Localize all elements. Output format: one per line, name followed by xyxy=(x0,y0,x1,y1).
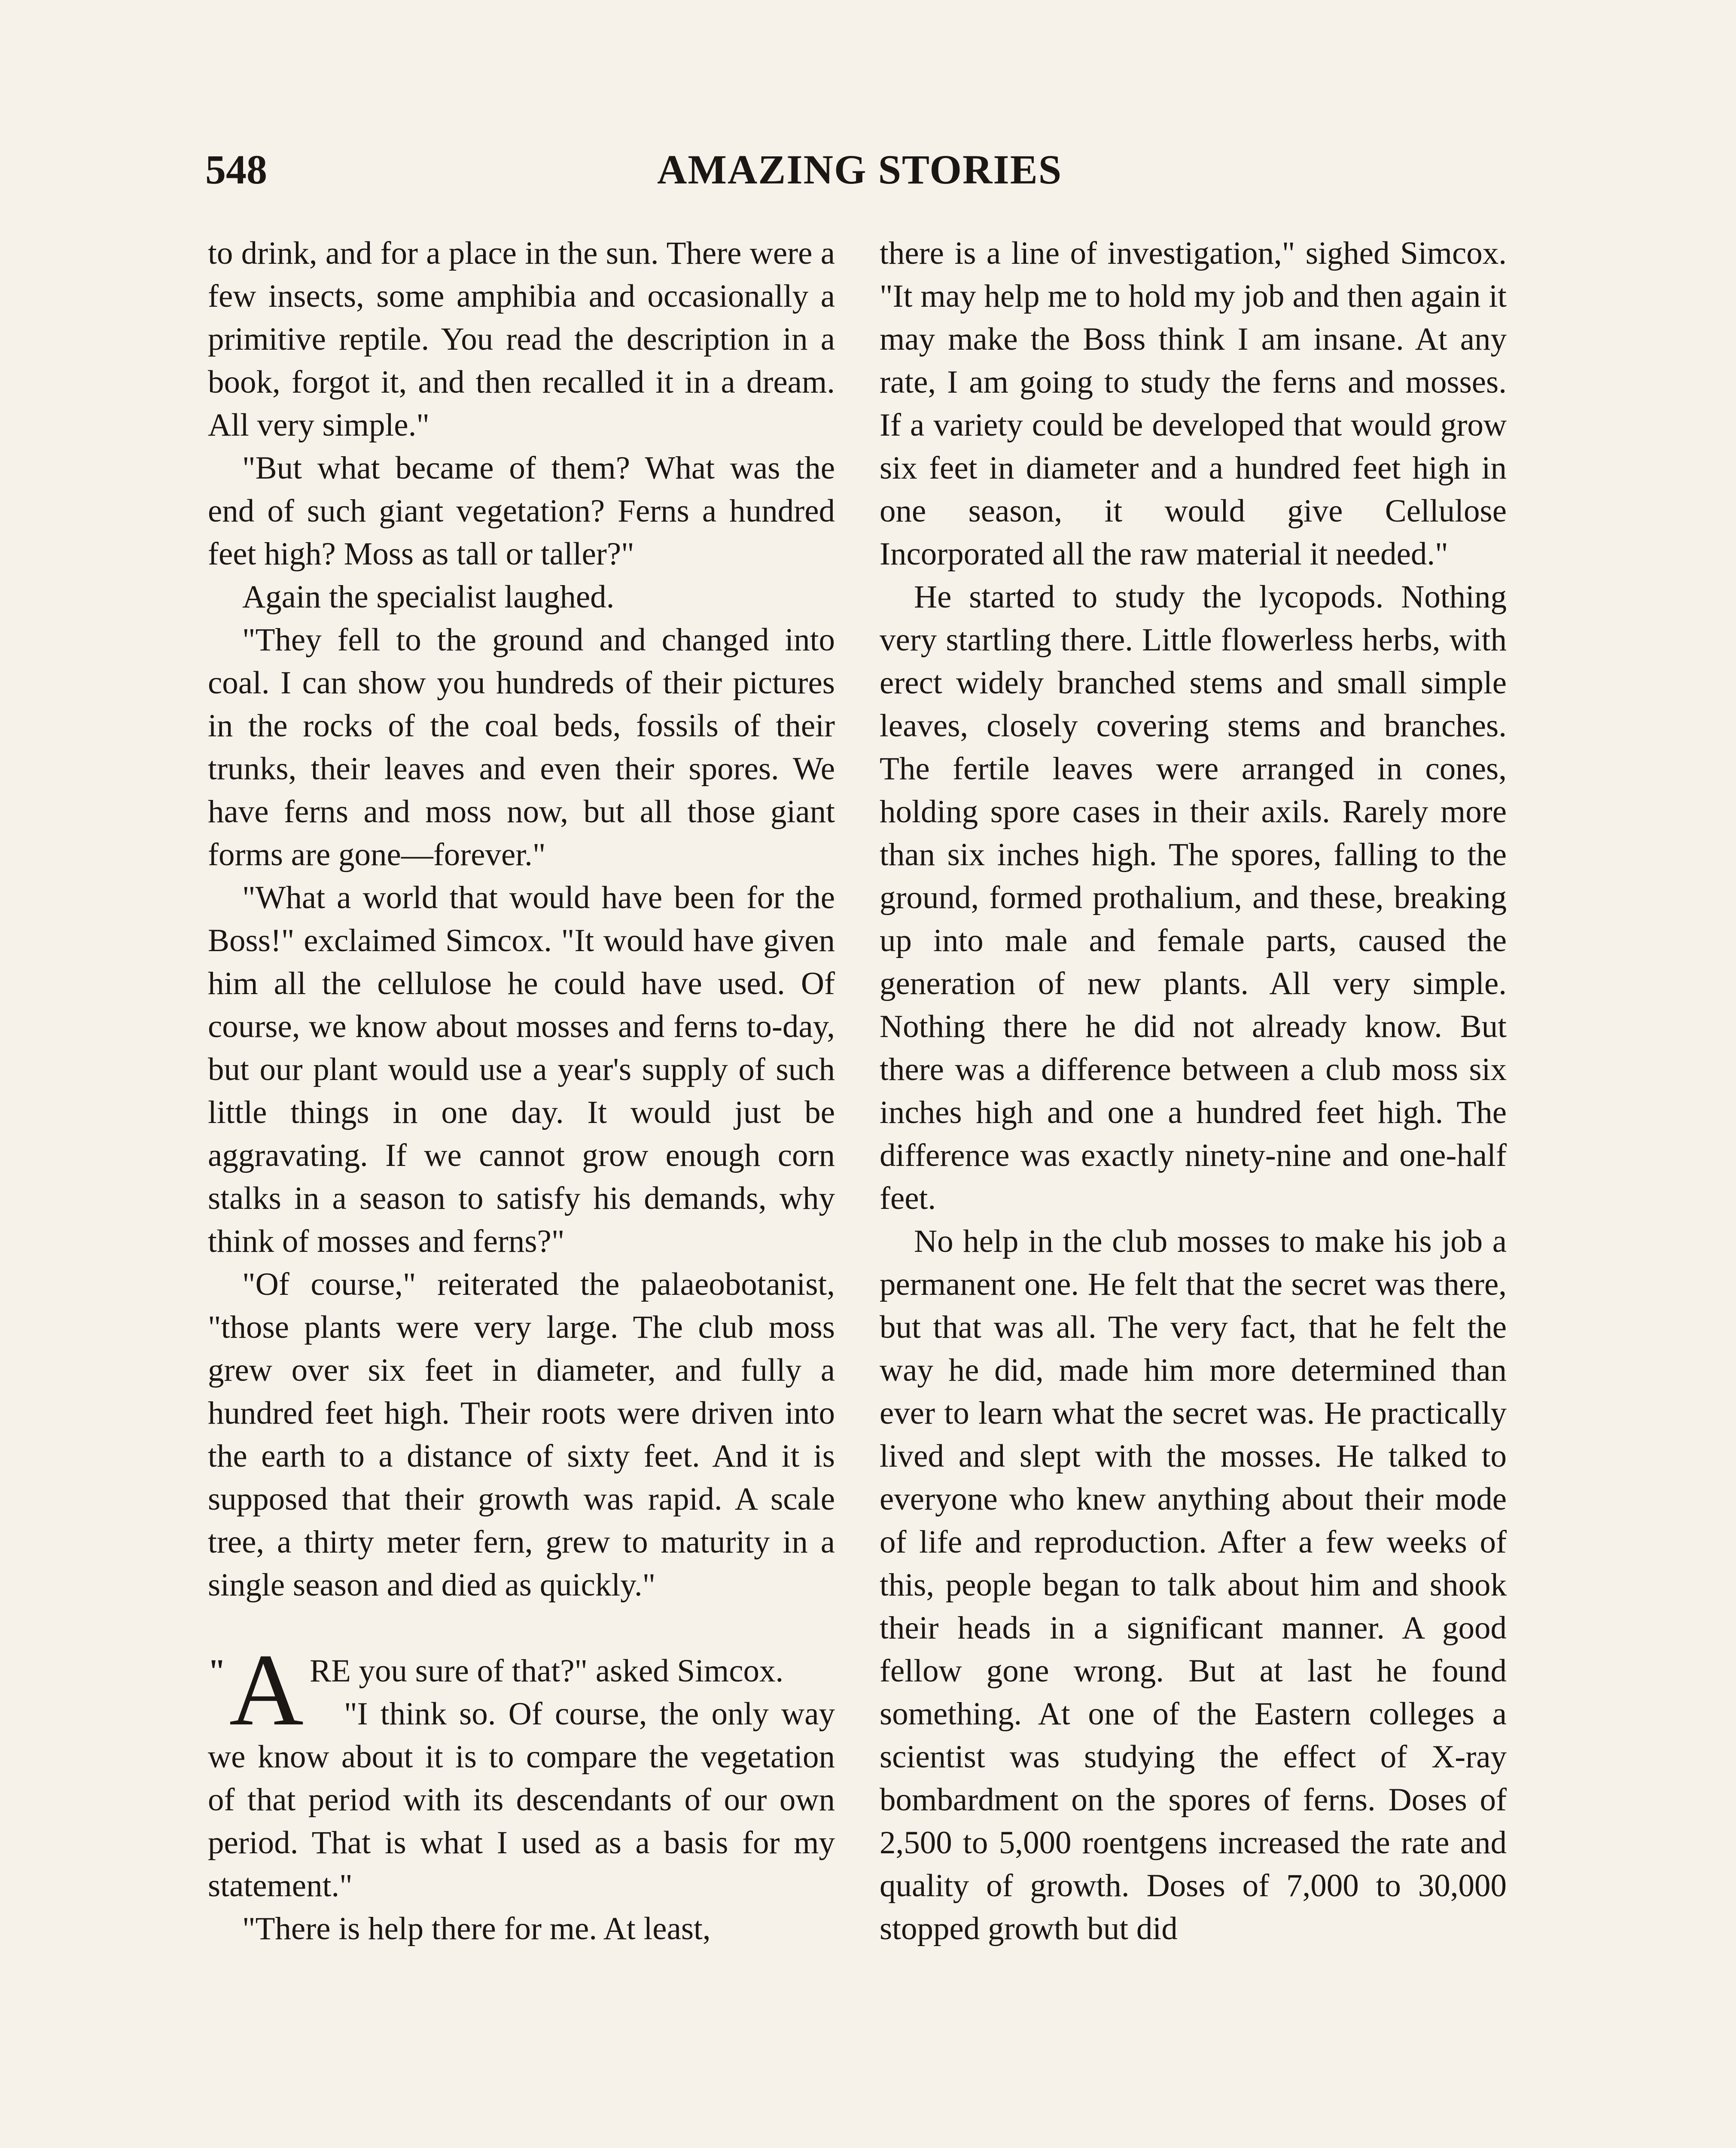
paragraph-text: RE you sure of that?" asked Simcox. xyxy=(309,1653,784,1689)
magazine-title: AMAZING STORIES xyxy=(657,146,1063,192)
paragraph: He started to study the lycopods. Nothing very startling there. Little flowerless herbs, with erect widely branched stems and small simple leaves, closely covering stems and branches. The fertile leaves were arranged in cones, holding spore cases in their axils. Rarely more than six inches high. The spores, falling to the ground, formed prothalium, and these, breaking up into male and female parts, caused the generation of new plants. All very simple. Nothing there he did not already know. But there was a difference between a club moss six inches high and one a hundred feet high. The difference was exactly ninety-nine and one-half feet. xyxy=(880,579,1507,1216)
paragraph: Again the specialist laughed. xyxy=(242,579,615,615)
paragraph: there is a line of investigation," sighed Simcox. "It may help me to hold my job and then again it may make the Boss think I am insane. At any rate, I am going to study the ferns and mosses. If a variety could be developed that would grow six feet in diameter and a hundred feet high in one season, it would give Cellulose Incorporated all the raw material it needed." xyxy=(880,235,1507,572)
paragraph: "I think so. Of course, the only way we know about it is to compare the vegetation of that period with its descendants of our own period. That is what I used as a basis for my statement." xyxy=(208,1696,835,1904)
open-quote: " xyxy=(208,1653,226,1689)
right-column xyxy=(880,232,1507,1950)
drop-cap-letter: A xyxy=(229,1632,304,1747)
paragraph: "Of course," reiterated the palaeobotanist, "those plants were very large. The club moss grew over six feet in diameter, and fully a hundred feet high. Their roots were driven into the earth to a distance of sixty feet. And it is supposed that their growth was rapid. A scale tree, a thirty meter fern, grew to maturity in a single season and died as quickly." xyxy=(208,1266,835,1603)
dropcap-paragraph xyxy=(208,1632,835,1747)
page-header xyxy=(0,142,1736,198)
page-number: 548 xyxy=(205,146,267,192)
paragraph: "They fell to the ground and changed into coal. I can show you hundreds of their pictures in the rocks of the coal beds, fossils of their trunks, their leaves and even their spores. We have ferns and moss now, but all those giant forms are gone—forever." xyxy=(208,622,835,873)
paragraph: to drink, and for a place in the sun. There were a few insects, some amphibia and occasionally a primitive reptile. You read the description in a book, forgot it, and then recalled it in a dream. All very simple." xyxy=(208,235,835,443)
paragraph: No help in the club mosses to make his job a permanent one. He felt that the secret was there, but that was all. The very fact, that he felt the way he did, made him more determined than ever to learn what the secret was. He practically lived and slept with the mosses. He talked to everyone who knew anything about their mode of life and reproduction. After a few weeks of this, people began to talk about him and shook their heads in a significant manner. A good fellow gone wrong. But at last he found something. At one of the Eastern colleges a scientist was studying the effect of X-ray bombardment on the spores of ferns. Doses of 2,500 to 5,000 roentgens increased the rate and quality of growth. Doses of 7,000 to 30,000 stopped growth but did xyxy=(880,1224,1507,1947)
paragraph: "What a world that would have been for the Boss!" exclaimed Simcox. "It would have given him all the cellulose he could have used. Of course, we know about mosses and ferns to-day, but our plant would use a year's supply of such little things in one day. It would just be aggravating. If we cannot grow enough corn stalks in a season to satisfy his demands, why think of mosses and ferns?" xyxy=(208,880,835,1259)
paragraph: "But what became of them? What was the end of such giant vegetation? Ferns a hundred feet high? Moss as tall or taller?" xyxy=(208,450,835,572)
left-column xyxy=(208,232,835,1950)
paragraph: "There is help there for me. At least, xyxy=(242,1911,711,1947)
